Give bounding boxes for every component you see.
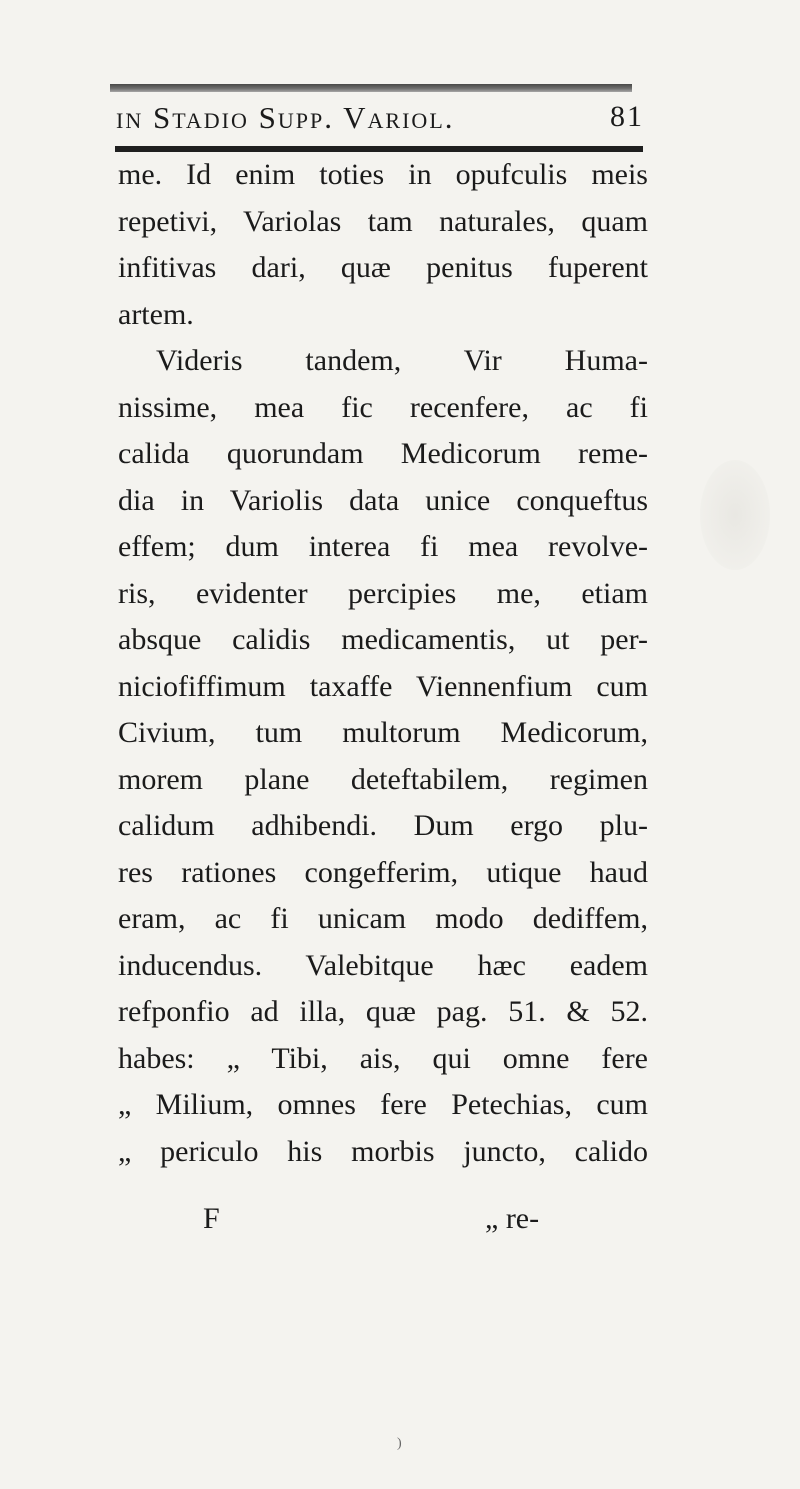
text-line: habes: „ Tibi, ais, qui omne fere	[118, 1041, 648, 1075]
text-line: „ periculo his morbis juncto, calido	[118, 1134, 648, 1168]
text-line: refponfio ad illa, quæ pag. 51. & 52.	[118, 995, 648, 1028]
page-number: 81	[610, 100, 644, 133]
text-line: morem plane deteftabilem, regimen	[118, 762, 648, 796]
text-line: infitivas dari, quæ penitus fuperent	[118, 251, 648, 284]
paper-stain	[700, 460, 770, 570]
text-line: effem; dum interea fi mea revolve-	[118, 530, 648, 563]
text-line: calidum adhibendi. Dum ergo plu-	[118, 809, 648, 842]
text-line: Civium, tum multorum Medicorum,	[118, 716, 648, 749]
text-line: ris, evidenter percipies me, etiam	[118, 576, 648, 610]
text-line: eram, ac fi unicam modo dediffem,	[118, 902, 648, 935]
text-line: me. Id enim toties in opufculis meis	[118, 158, 648, 191]
top-border-rule	[110, 84, 632, 92]
text-line: niciofiffimum taxaffe Viennenfium cum	[118, 669, 648, 703]
running-head	[116, 94, 644, 140]
text-line: artem.	[118, 297, 194, 331]
text-line: nissime, mea fic recenfere, ac fi	[118, 390, 648, 424]
text-line: „ Milium, omnes fere Petechias, cum	[118, 1088, 648, 1121]
text-line: res rationes congefferim, utique haud	[118, 855, 648, 889]
running-title: in Stadio Supp. Variol.	[116, 100, 455, 135]
text-line: absque calidis medicamentis, ut per-	[118, 623, 648, 656]
text-line: dia in Variolis data unice conqueftus	[118, 483, 648, 517]
text-line: repetivi, Variolas tam naturales, quam	[118, 204, 648, 238]
catchword: „ re-	[485, 1202, 540, 1235]
body-text	[118, 152, 648, 1175]
text-line: calida quorundam Medicorum reme-	[118, 437, 648, 470]
stray-mark: )	[397, 1436, 402, 1451]
text-line: Videris tandem, Vir Huma-	[156, 344, 648, 377]
text-line: inducendus. Valebitque hæc eadem	[118, 948, 648, 982]
signature-mark: F	[203, 1202, 220, 1235]
